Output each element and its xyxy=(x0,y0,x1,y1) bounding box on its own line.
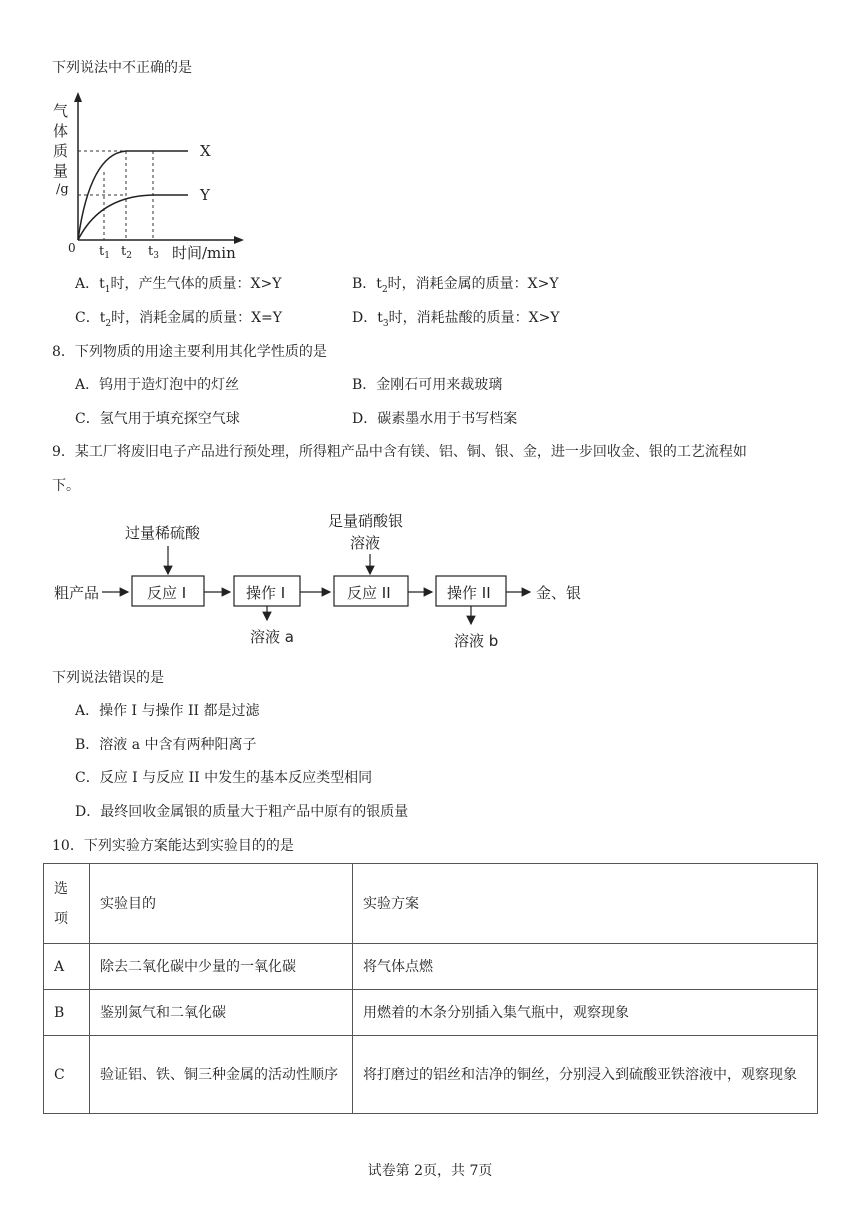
q8-stem: 8．下列物质的用途主要利用其化学性质的是 xyxy=(52,344,327,360)
q8-option-c: C．氢气用于填充探空气球 xyxy=(75,411,240,427)
cell-plan: 将打磨过的铝丝和洁净的铜丝，分别浸入到硫酸亚铁溶液中，观察现象 xyxy=(353,1036,818,1114)
q10-table xyxy=(43,863,818,1114)
flow-reagent1: 过量稀硫酸 xyxy=(125,524,201,542)
q9-option-c: C．反应 I 与反应 II 中发生的基本反应类型相同 xyxy=(75,770,373,786)
flow-solution-a: 溶液 a xyxy=(250,628,294,646)
header-option: 选 项 xyxy=(44,864,90,944)
cell-goal: 鉴别氮气和二氧化碳 xyxy=(90,990,353,1036)
cell-option: C xyxy=(44,1036,90,1114)
table-row xyxy=(44,990,818,1036)
table-header-row xyxy=(44,864,818,944)
cell-option: A xyxy=(44,944,90,990)
flow-reagent2-line2: 溶液 xyxy=(350,534,381,552)
tick-t1: $t_1$ xyxy=(99,244,110,261)
flow-box2-label: 操作 I xyxy=(246,584,286,602)
flow-box3-label: 反应 II xyxy=(347,584,391,602)
recovery-flowchart xyxy=(50,506,610,656)
table-row xyxy=(44,1036,818,1114)
origin-label: 0 xyxy=(68,241,76,255)
q9-option-b: B．溶液 a 中含有两种阳离子 xyxy=(75,737,257,753)
q7-option-c: C．$t_2$时，消耗金属的质量：X=Y xyxy=(75,310,283,329)
page-footer: 试卷第 2页，共 7页 xyxy=(367,1163,493,1179)
table-row xyxy=(44,944,818,990)
q7-option-d: D．$t_3$时，消耗盐酸的质量：X>Y xyxy=(352,310,560,329)
flow-output: 金、银 xyxy=(536,584,582,602)
flow-solution-b: 溶液 b xyxy=(454,632,499,650)
curve-y xyxy=(78,195,188,240)
x-axis-arrow xyxy=(234,236,244,244)
series-y-label: Y xyxy=(200,186,210,204)
cell-option: B xyxy=(44,990,90,1036)
header-goal: 实验目的 xyxy=(90,864,353,944)
y-axis-arrow xyxy=(74,92,82,102)
q7-stem: 下列说法中不正确的是 xyxy=(52,60,192,76)
gas-mass-time-graph xyxy=(48,92,258,264)
q7-option-a: A．$t_1$时，产生气体的质量：X>Y xyxy=(75,276,282,295)
q8-option-d: D．碳素墨水用于书写档案 xyxy=(352,411,518,427)
q10-stem: 10．下列实验方案能达到实验目的的是 xyxy=(52,838,294,854)
q9-option-d: D．最终回收金属银的质量大于粗产品中原有的银质量 xyxy=(75,804,409,820)
flow-input: 粗产品 xyxy=(54,584,100,602)
cell-plan: 将气体点燃 xyxy=(353,944,818,990)
q9-substem: 下列说法错误的是 xyxy=(52,670,164,686)
x-axis-label: 时间/min xyxy=(172,244,236,262)
flow-reagent2-line1: 足量硝酸银 xyxy=(328,512,404,530)
tick-t3: $t_3$ xyxy=(148,244,159,261)
ylabel-char: 质 xyxy=(53,142,69,160)
q8-option-b: B．金刚石可用来裁玻璃 xyxy=(352,377,503,393)
q9-stem-line1: 9．某工厂将废旧电子产品进行预处理，所得粗产品中含有镁、铝、铜、银、金，进一步回收金、银的工艺流程如 xyxy=(52,444,747,460)
q7-option-b: B．$t_2$时，消耗金属的质量：X>Y xyxy=(352,276,559,295)
ylabel-char: 体 xyxy=(53,122,69,140)
ylabel-char: 量 xyxy=(53,162,69,180)
tick-t2: $t_2$ xyxy=(121,244,132,261)
header-plan: 实验方案 xyxy=(353,864,818,944)
series-x-label: X xyxy=(200,142,211,160)
flow-box4-label: 操作 II xyxy=(447,584,491,602)
cell-goal: 验证铝、铁、铜三种金属的活动性顺序 xyxy=(90,1036,353,1114)
flow-box1-label: 反应 I xyxy=(147,584,187,602)
ylabel-char: 气 xyxy=(53,102,69,120)
q9-option-a: A．操作 I 与操作 II 都是过滤 xyxy=(75,703,260,719)
y-unit: /g xyxy=(56,182,69,197)
cell-goal: 除去二氧化碳中少量的一氧化碳 xyxy=(90,944,353,990)
q9-stem-line2: 下。 xyxy=(52,478,80,494)
cell-plan: 用燃着的木条分别插入集气瓶中，观察现象 xyxy=(353,990,818,1036)
q8-option-a: A．钨用于造灯泡中的灯丝 xyxy=(75,377,240,393)
